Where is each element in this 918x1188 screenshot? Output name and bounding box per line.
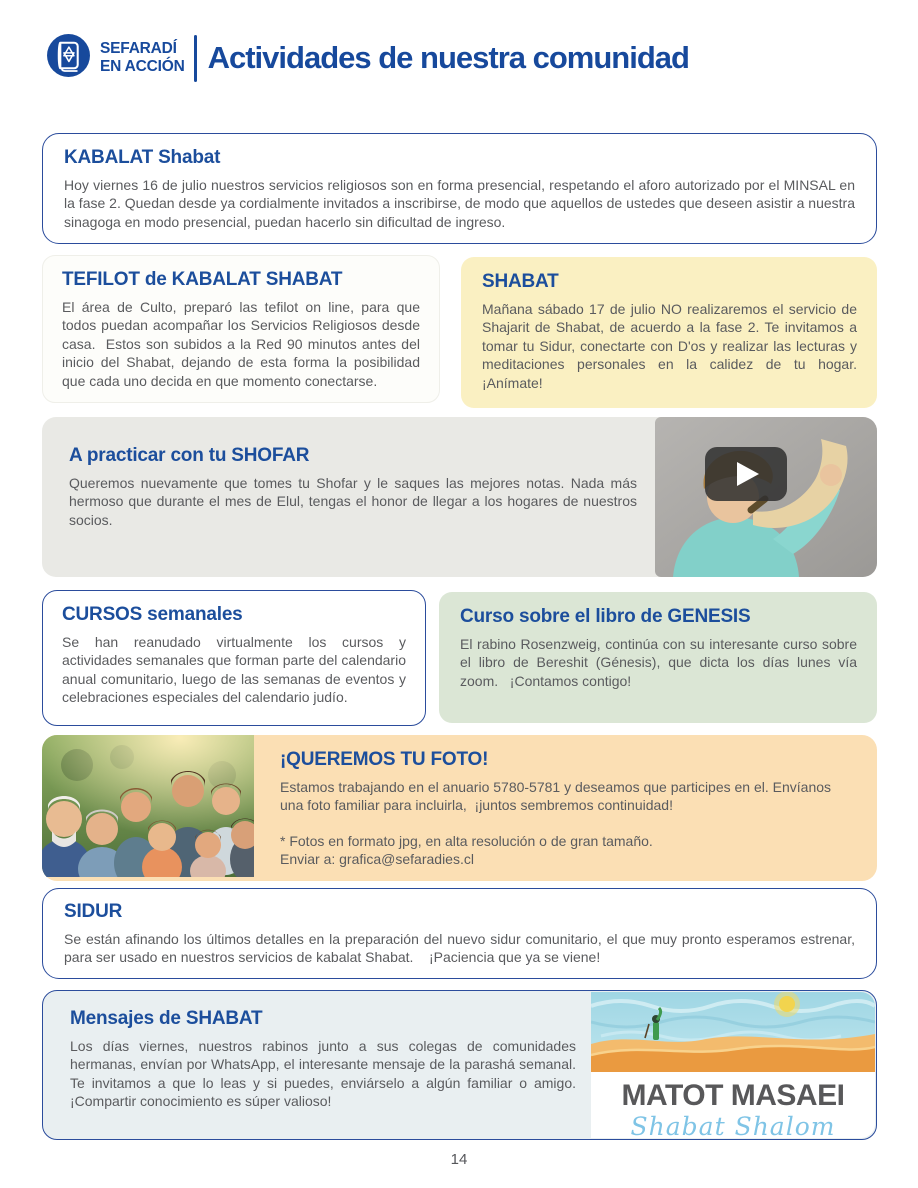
foto-body: Estamos trabajando en el anuario 5780-5781 y deseamos que participes en el. Envíanos una foto familiar para incluirla, ¡juntos sembremos continuidad! xyxy=(280,779,835,814)
foto-title: ¡QUEREMOS TU FOTO! xyxy=(280,749,489,770)
sidur-title: SIDUR xyxy=(64,901,123,922)
sidur-body: Se están afinando los últimos detalles en la preparación del nuevo sidur comunitario, el que muy pronto esperamos estrenar, para ser usado en nuestros servicios de kabalat Shabat. ¡Paciencia que ya se viene! xyxy=(64,931,859,966)
foto-note-format: * Fotos en formato jpg, en alta resolución o de gran tamaño. xyxy=(280,832,653,849)
header-divider xyxy=(194,35,197,82)
shofar-body: Queremos nuevamente que tomes tu Shofar y le saques las mejores notas. Nada más hermoso que durante el mes de Elul, tengas el honor de llegar a los hogares de nuestros socios. xyxy=(69,475,641,528)
cursos-body: Se han reanudado virtualmente los cursos y actividades semanales que forman parte del calendario anual comunitario, luego de las semanas de eventos y celebraciones especiales del calendario judío. xyxy=(62,634,410,706)
shabat-body: Mañana sábado 17 de julio NO realizaremos el servicio de Shajarit de Shabat, de acuerdo a la fase 2. Te invitamos a tomar tu Sidur, conectarte con D'os y realizar las lecturas y meditaciones personales en la calidez de tu hogar. ¡Anímate! xyxy=(482,301,865,391)
parasha-subtitle: Shabat Shalom xyxy=(630,1112,836,1138)
genesis-title: Curso sobre el libro de GENESIS xyxy=(460,606,751,627)
family-photo xyxy=(42,735,254,881)
parasha-artwork xyxy=(591,992,875,1138)
brand-line2: EN ACCIÓN xyxy=(100,58,185,75)
card-tefilot xyxy=(42,255,440,403)
foto-note-send: Enviar a: grafica@sefaradies.cl xyxy=(280,851,474,868)
tefilot-title: TEFILOT de KABALAT SHABAT xyxy=(62,269,343,290)
header xyxy=(46,33,689,83)
page-number: 14 xyxy=(450,1151,468,1168)
play-button[interactable] xyxy=(705,447,787,501)
shofar-video-thumbnail[interactable] xyxy=(655,417,877,577)
shabat-title: SHABAT xyxy=(482,271,559,292)
genesis-body: El rabino Rosenzweig, continúa con su interesante curso sobre el libro de Bereshit (Génesis), que dicta los días lunes vía zoom. ¡Contamos contigo! xyxy=(460,636,861,689)
card-sidur xyxy=(42,888,877,979)
brand-line1: SEFARADÍ xyxy=(100,40,177,58)
book-with-star-icon xyxy=(46,33,91,83)
card-shabat xyxy=(461,257,877,408)
kabalat-title: KABALAT Shabat xyxy=(64,147,221,168)
kabalat-body: Hoy viernes 16 de julio nuestros servicios religiosos son en forma presencial, respetando el aforo autorizado por el MINSAL en la fase 2. Quedan desde ya cordialmente invitados a inscribirse, de modo que aquellos de ustedes que deseen asistir a nuestra sinagoga en modo presencial, puedan hacerlo sin dificultad de ingreso. xyxy=(64,177,859,230)
parasha-title: MATOT MASAEI xyxy=(621,1079,845,1112)
parasha-painting xyxy=(591,992,875,1072)
card-curso-genesis xyxy=(439,592,877,723)
page-title: Actividades de nuestra comunidad xyxy=(207,40,689,75)
card-mensajes-shabat xyxy=(42,990,877,1140)
cursos-title: CURSOS semanales xyxy=(62,604,243,625)
brand-name xyxy=(100,40,185,76)
tefilot-body: El área de Culto, preparó las tefilot on line, para que todos puedan acompañar los Servicios Religiosos desde casa. Estos son subidos a la Red 90 minutos antes del inicio del Shabat, dejando de esta forma la posibilidad que cada uno decida en que momento conectarse. xyxy=(62,299,424,389)
card-queremos-tu-foto xyxy=(42,735,877,881)
card-kabalat-shabat xyxy=(42,133,877,244)
mensajes-title: Mensajes de SHABAT xyxy=(70,1008,263,1029)
play-icon xyxy=(737,462,759,486)
card-shofar xyxy=(42,417,877,577)
shofar-title: A practicar con tu SHOFAR xyxy=(69,445,310,466)
mensajes-body: Los días viernes, nuestros rabinos junto a sus colegas de comunidades hermanas, envían por WhatsApp, el interesante mensaje de la parashá semanal. Te invitamos a que lo leas y si puedes, enviárselo a algún familiar o amigo. ¡Compartir conocimiento es súper valioso! xyxy=(70,1038,584,1110)
card-cursos-semanales xyxy=(42,590,426,726)
